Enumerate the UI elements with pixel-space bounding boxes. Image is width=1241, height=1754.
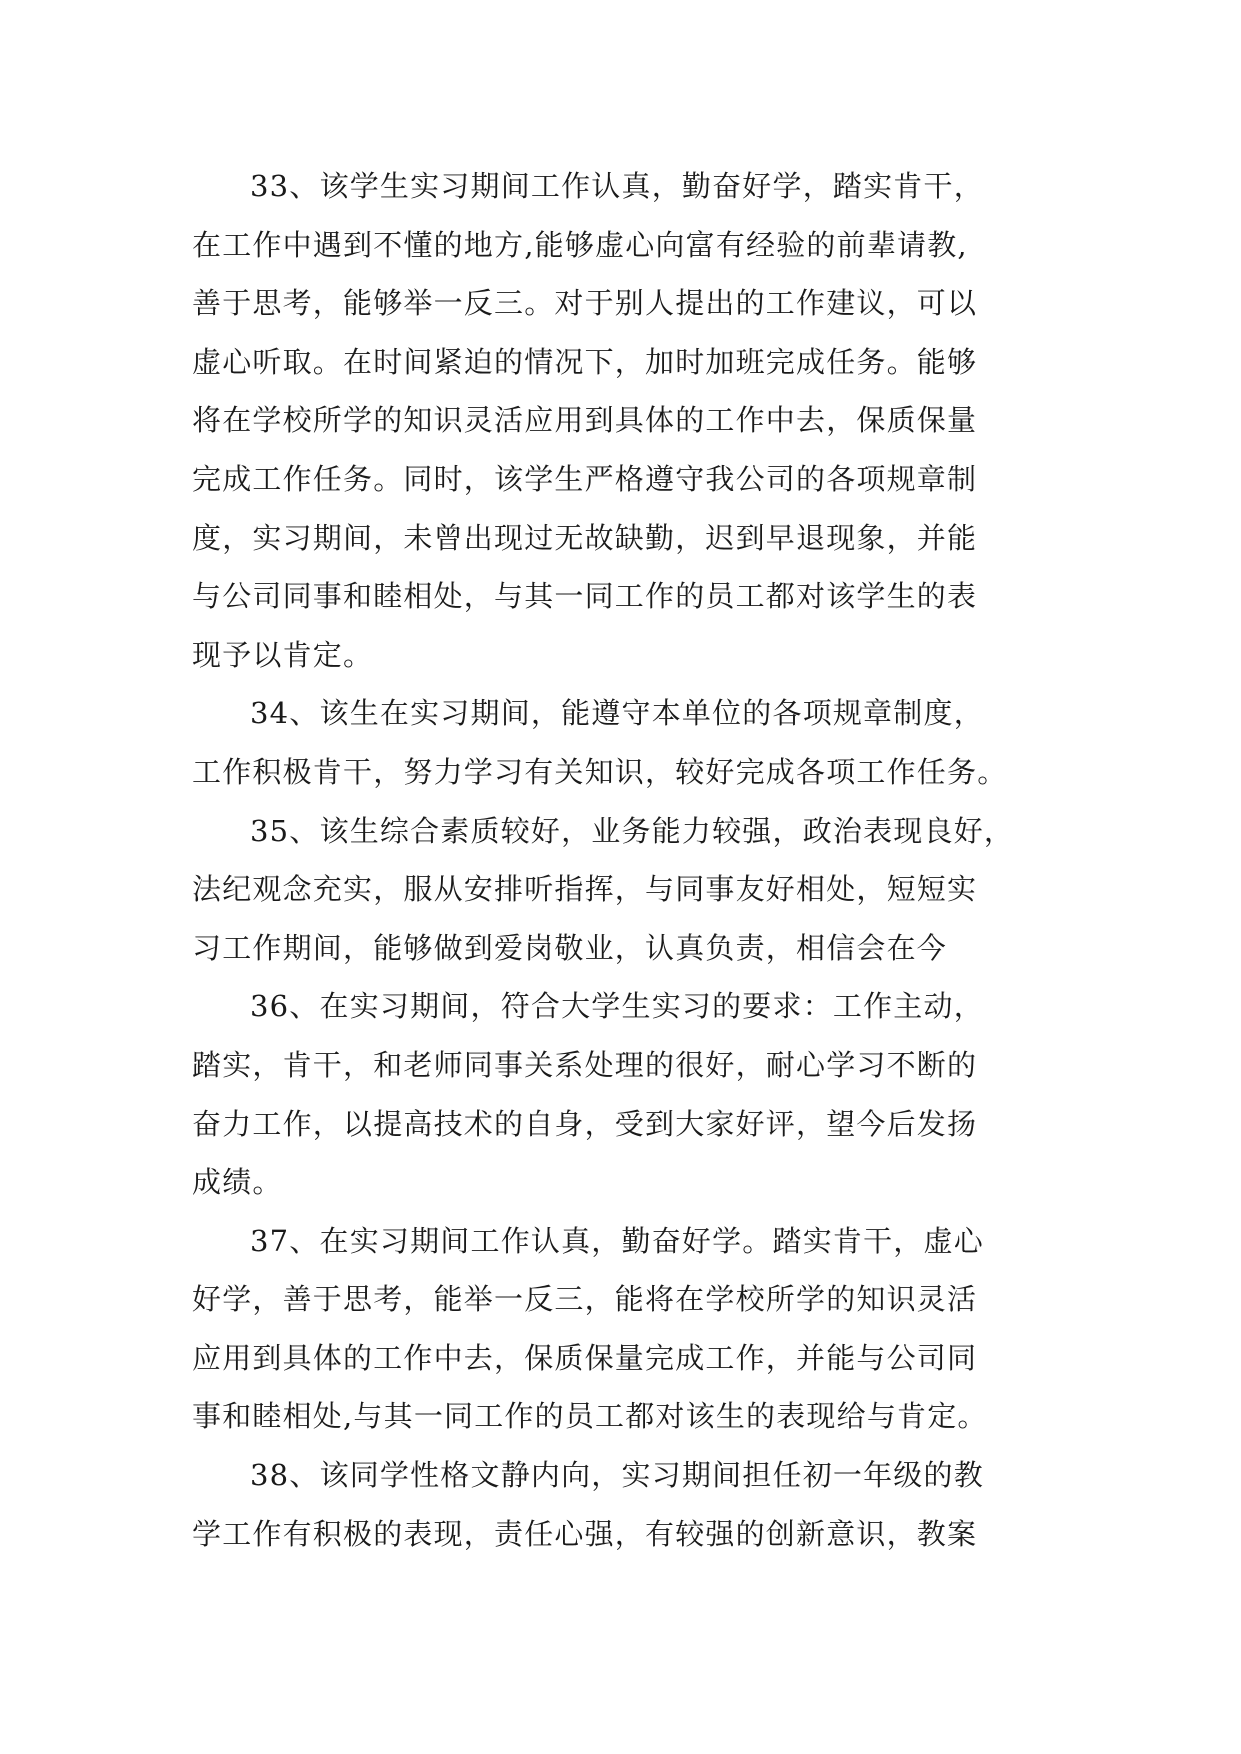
text-line: 学工作有积极的表现，责任心强，有较强的创新意识，教案 bbox=[192, 1516, 978, 1551]
text-line: 事和睦相处,与其一同工作的员工都对该生的表现给与肯定。 bbox=[192, 1399, 988, 1434]
text-line: 在工作中遇到不懂的地方,能够虚心向富有经验的前辈请教, bbox=[192, 227, 968, 262]
text-line: 35、该生综合素质较好，业务能力较强，政治表现良好， bbox=[250, 813, 1015, 848]
text-line: 与公司同事和睦相处，与其一同工作的员工都对该学生的表 bbox=[192, 579, 978, 614]
text-line: 成绩。 bbox=[192, 1165, 283, 1200]
text-line: 度，实习期间，未曾出现过无故缺勤，迟到早退现象，并能 bbox=[192, 520, 978, 555]
text-line: 工作积极肯干，努力学习有关知识，较好完成各项工作任务。 bbox=[192, 754, 1008, 789]
text-line: 奋力工作，以提高技术的自身，受到大家好评，望今后发扬 bbox=[192, 1106, 978, 1141]
text-line: 将在学校所学的知识灵活应用到具体的工作中去，保质保量 bbox=[192, 403, 978, 438]
text-line: 33、该学生实习期间工作认真，勤奋好学，踏实肯干， bbox=[250, 169, 984, 203]
text-line: 37、在实习期间工作认真，勤奋好学。踏实肯干，虚心 bbox=[250, 1223, 984, 1258]
document-body bbox=[192, 157, 1092, 1563]
text-line: 完成工作任务。同时，该学生严格遵守我公司的各项规章制 bbox=[192, 461, 978, 496]
text-line: 34、该生在实习期间，能遵守本单位的各项规章制度， bbox=[250, 696, 984, 731]
text-line: 36、在实习期间，符合大学生实习的要求：工作主动， bbox=[250, 989, 984, 1024]
text-line: 好学，善于思考，能举一反三，能将在学校所学的知识灵活 bbox=[192, 1282, 978, 1317]
text-line: 法纪观念充实，服从安排听指挥，与同事友好相处，短短实 bbox=[192, 872, 978, 907]
text-line: 习工作期间，能够做到爱岗敬业，认真负责，相信会在今 bbox=[192, 930, 948, 965]
text-line: 踏实，肯干，和老师同事关系处理的很好，耐心学习不断的 bbox=[192, 1047, 978, 1082]
text-line: 虚心听取。在时间紧迫的情况下，加时加班完成任务。能够 bbox=[192, 344, 978, 379]
text-line: 善于思考，能够举一反三。对于别人提出的工作建议，可以 bbox=[192, 286, 978, 321]
text-line: 38、该同学性格文静内向，实习期间担任初一年级的教 bbox=[250, 1458, 984, 1493]
text-line: 应用到具体的工作中去，保质保量完成工作，并能与公司同 bbox=[192, 1340, 978, 1375]
text-line: 现予以肯定。 bbox=[192, 637, 374, 672]
